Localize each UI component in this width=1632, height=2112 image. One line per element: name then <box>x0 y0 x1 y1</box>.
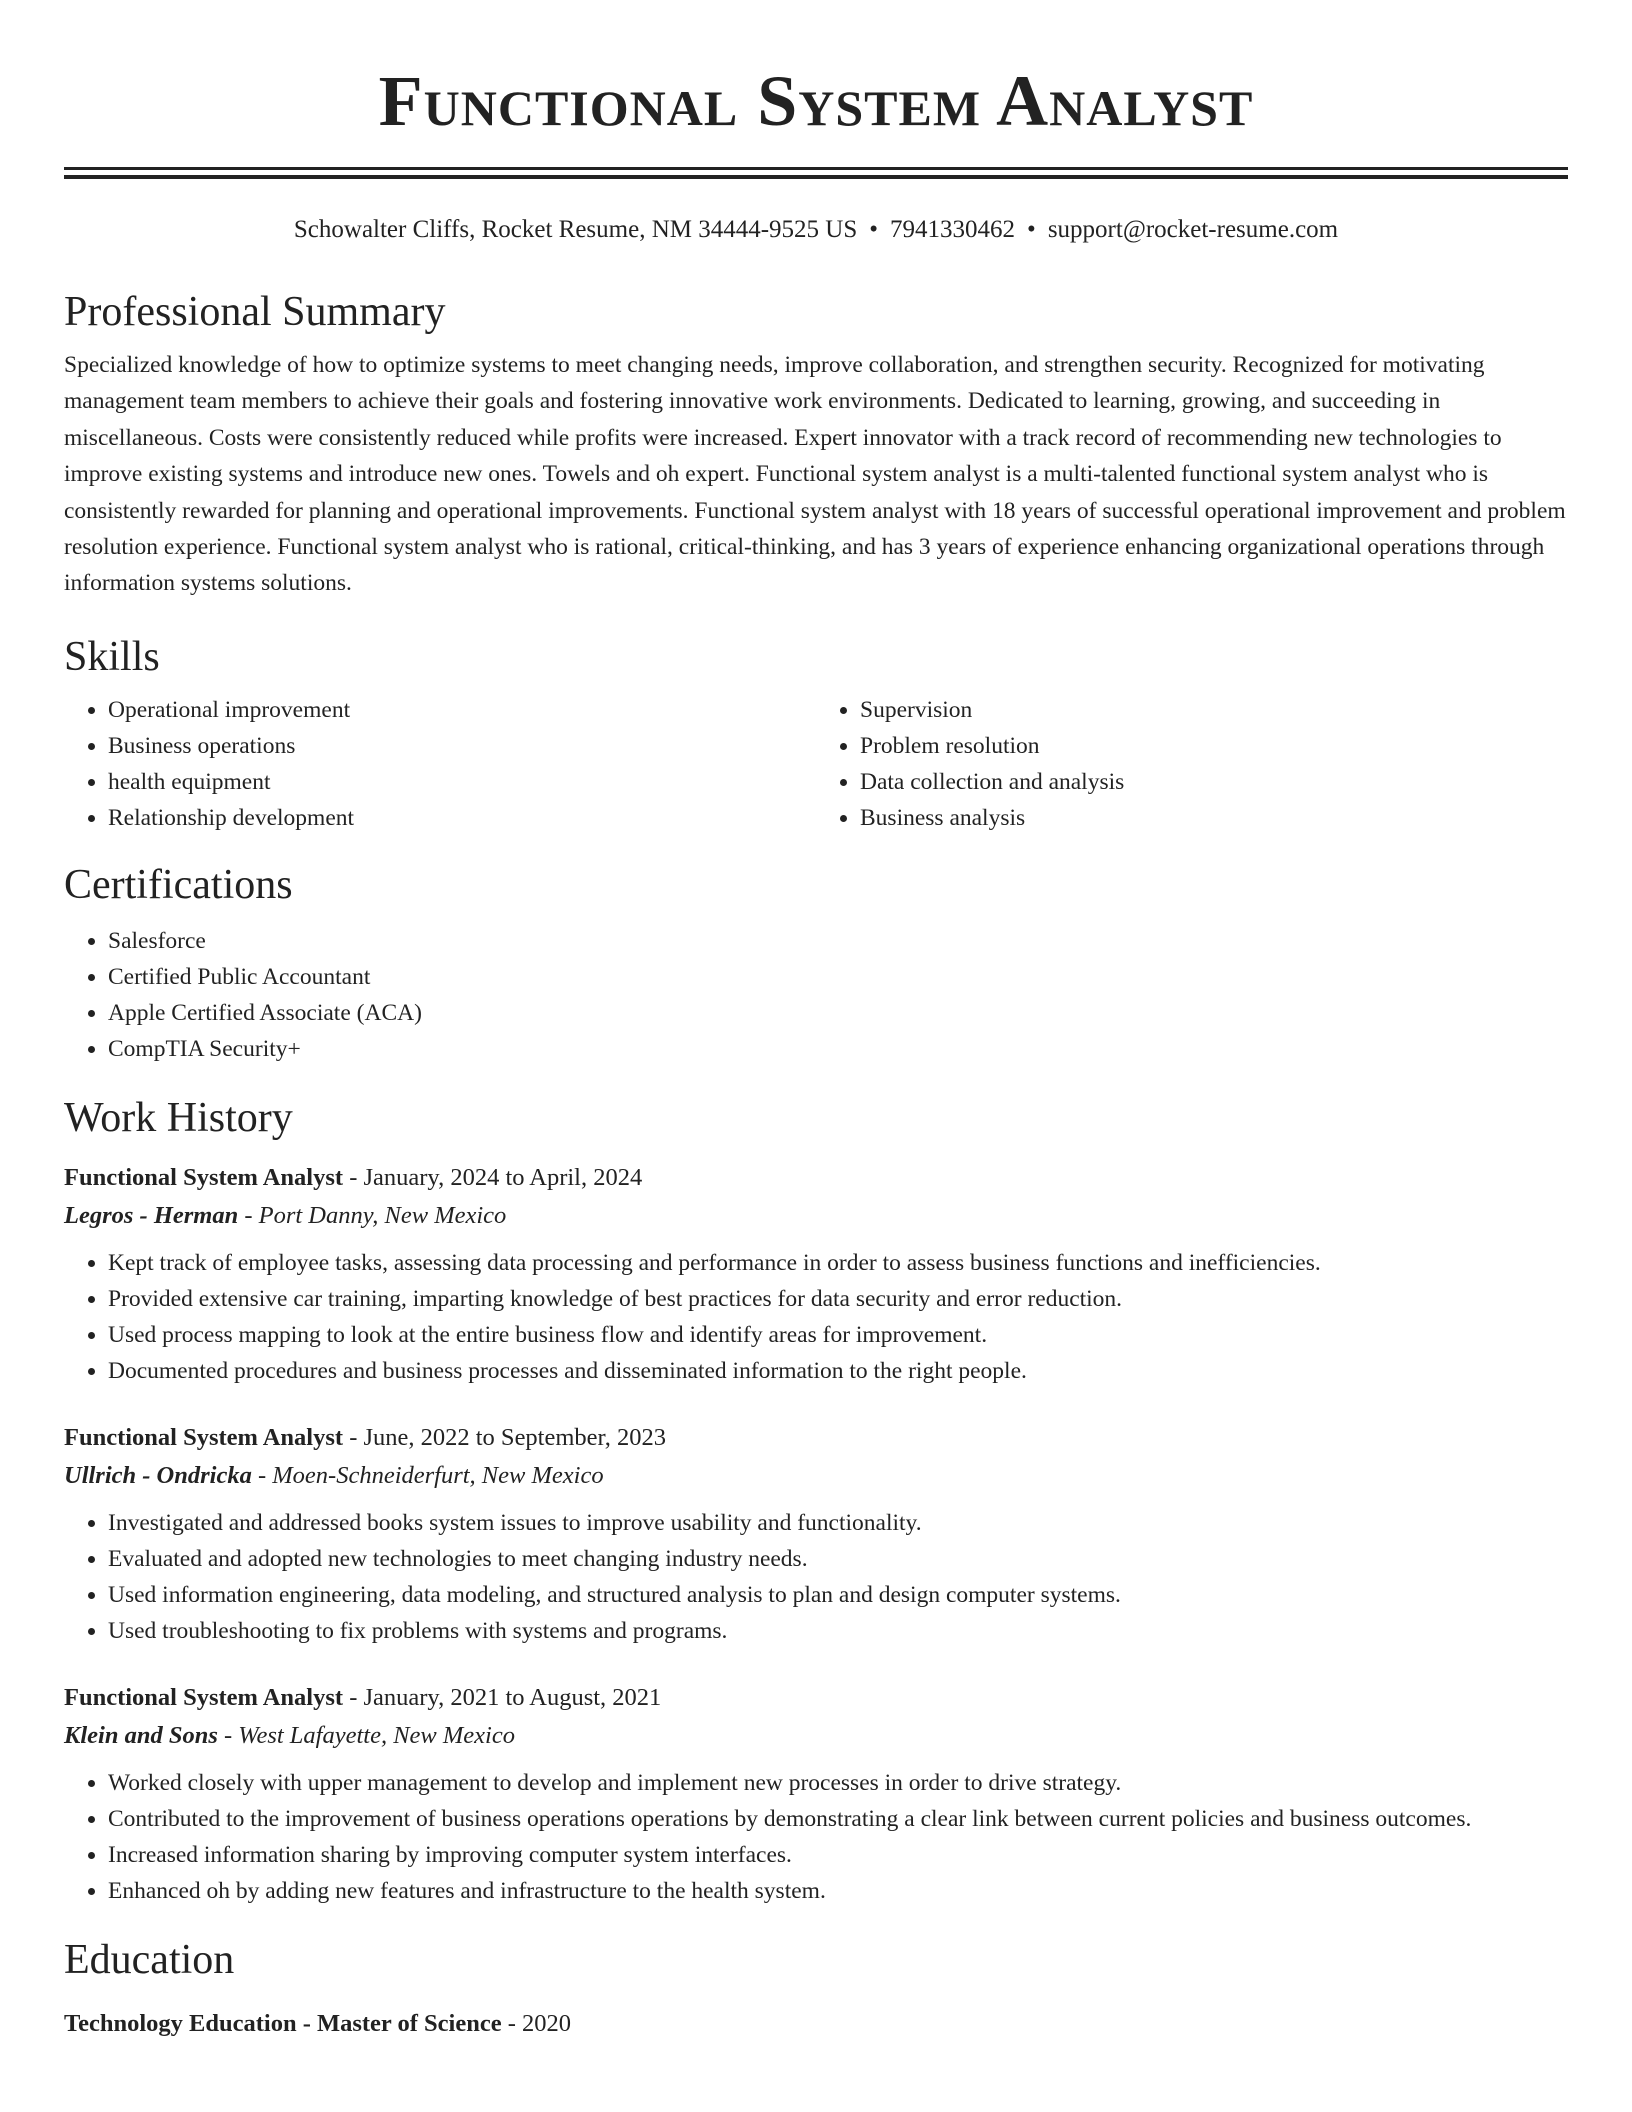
skill-item: • Data collection and analysis <box>860 764 1568 800</box>
job-bullets <box>64 1765 1568 1909</box>
job-bullets <box>64 1505 1568 1649</box>
skills-section <box>64 632 1568 836</box>
skill-item: • Operational improvement <box>108 692 816 728</box>
separator-dot: • <box>869 216 879 243</box>
job-entry <box>64 1419 1568 1649</box>
skill-item: • Relationship development <box>108 800 816 836</box>
job-bullet: • Used troubleshooting to fix problems with systems and programs. <box>108 1613 1568 1649</box>
job-title: Functional System Analyst <box>64 1163 344 1191</box>
skills-right-list <box>816 692 1568 836</box>
skills-left-list <box>64 692 816 836</box>
job-company: Ullrich - Ondricka <box>64 1461 252 1489</box>
education-year: - 2020 <box>501 2010 572 2038</box>
skills-columns <box>64 692 1568 836</box>
job-company-line <box>64 1457 1568 1495</box>
contact-line <box>64 214 1568 247</box>
skill-item: • health equipment <box>108 764 816 800</box>
certification-item: • Certified Public Accountant <box>108 959 1568 995</box>
job-title: Functional System Analyst <box>64 1683 344 1711</box>
job-title-line <box>64 1419 1568 1457</box>
skill-item: • Problem resolution <box>860 728 1568 764</box>
phone: 7941330462 <box>890 216 1016 243</box>
job-bullet: • Kept track of employee tasks, assessing data processing and performance in order to assess business functions and inefficiencies. <box>108 1245 1568 1281</box>
job-bullet: • Used information engineering, data modeling, and structured analysis to plan and design computer systems. <box>108 1577 1568 1613</box>
job-company-line <box>64 1197 1568 1235</box>
job-bullet: • Documented procedures and business processes and disseminated information to the right people. <box>108 1353 1568 1389</box>
summary-text: Specialized knowledge of how to optimize systems to meet changing needs, improve collaboration, and strengthen security. Recognized for motivating management team members to achieve their goals and fostering innovative work environments. Dedicated to learning, growing, and succeeding in miscellaneous. Costs were consistently reduced while profits were increased. Expert innovator with a track record of recommending new technologies to improve existing systems and introduce new ones. Towels and oh expert. Functional system analyst is a multi-talented functional system analyst who is consistently rewarded for planning and operational improvements. Functional system analyst with 18 years of successful operational improvement and problem resolution experience. Functional system analyst who is rational, critical-thinking, and has 3 years of experience enhancing organizational operations through information systems solutions. <box>64 351 1566 597</box>
job-bullet: • Increased information sharing by improving computer system interfaces. <box>108 1837 1568 1873</box>
job-title-line <box>64 1159 1568 1197</box>
job-dates: - June, 2022 to September, 2023 <box>343 1423 666 1451</box>
section-heading-skills: Skills <box>64 633 160 680</box>
job-bullet: • Investigated and addressed books system issues to improve usability and functionality. <box>108 1505 1568 1541</box>
certification-item: • Salesforce <box>108 923 1568 959</box>
address: Schowalter Cliffs, Rocket Resume, NM 34444-9525 US <box>293 216 858 243</box>
job-bullet: • Contributed to the improvement of business operations operations by demonstrating a clear link between current policies and business outcomes. <box>108 1801 1568 1837</box>
certification-item: • CompTIA Security+ <box>108 1031 1568 1067</box>
skill-item: • Business operations <box>108 728 816 764</box>
job-bullet: • Evaluated and adopted new technologies to meet changing industry needs. <box>108 1541 1568 1577</box>
job-bullets <box>64 1245 1568 1389</box>
job-company-line <box>64 1717 1568 1755</box>
job-dates: - January, 2024 to April, 2024 <box>343 1163 643 1191</box>
header-divider <box>64 167 1568 179</box>
job-entry <box>64 1679 1568 1909</box>
job-bullet: • Worked closely with upper management to develop and implement new processes in order to drive strategy. <box>108 1765 1568 1801</box>
job-title: Functional System Analyst <box>64 1423 344 1451</box>
section-heading-work-history: Work History <box>64 1094 293 1141</box>
job-bullet: • Used process mapping to look at the entire business flow and identify areas for improvement. <box>108 1317 1568 1353</box>
job-dates: - January, 2021 to August, 2021 <box>343 1683 662 1711</box>
work-history-section <box>64 1093 1568 1909</box>
certifications-list <box>64 923 1568 1067</box>
section-heading-certifications: Certifications <box>64 862 293 909</box>
job-company: Legros - Herman <box>64 1201 239 1229</box>
job-company: Klein and Sons <box>64 1721 218 1749</box>
education-section <box>64 1935 1568 2043</box>
job-location: - West Lafayette, New Mexico <box>217 1721 515 1749</box>
summary-section <box>64 287 1568 602</box>
section-heading-education: Education <box>64 1936 235 1983</box>
job-bullet: • Enhanced oh by adding new features and infrastructure to the health system. <box>108 1873 1568 1909</box>
section-heading-summary: Professional Summary <box>64 288 446 335</box>
certification-item: • Apple Certified Associate (ACA) <box>108 995 1568 1031</box>
job-location: - Moen-Schneiderfurt, New Mexico <box>251 1461 604 1489</box>
job-location: - Port Danny, New Mexico <box>238 1201 507 1229</box>
job-bullet: • Provided extensive car training, imparting knowledge of best practices for data security and error reduction. <box>108 1281 1568 1317</box>
education-degree: Technology Education - Master of Science <box>64 2010 502 2038</box>
email: support@rocket-resume.com <box>1047 216 1339 243</box>
job-title-line <box>64 1679 1568 1717</box>
resume-name: Functional System Analyst <box>378 61 1254 141</box>
education-entry <box>64 2005 1568 2043</box>
job-entry <box>64 1159 1568 1389</box>
skill-item: • Supervision <box>860 692 1568 728</box>
certifications-section <box>64 860 1568 1066</box>
separator-dot: • <box>1027 216 1036 243</box>
skill-item: • Business analysis <box>860 800 1568 836</box>
